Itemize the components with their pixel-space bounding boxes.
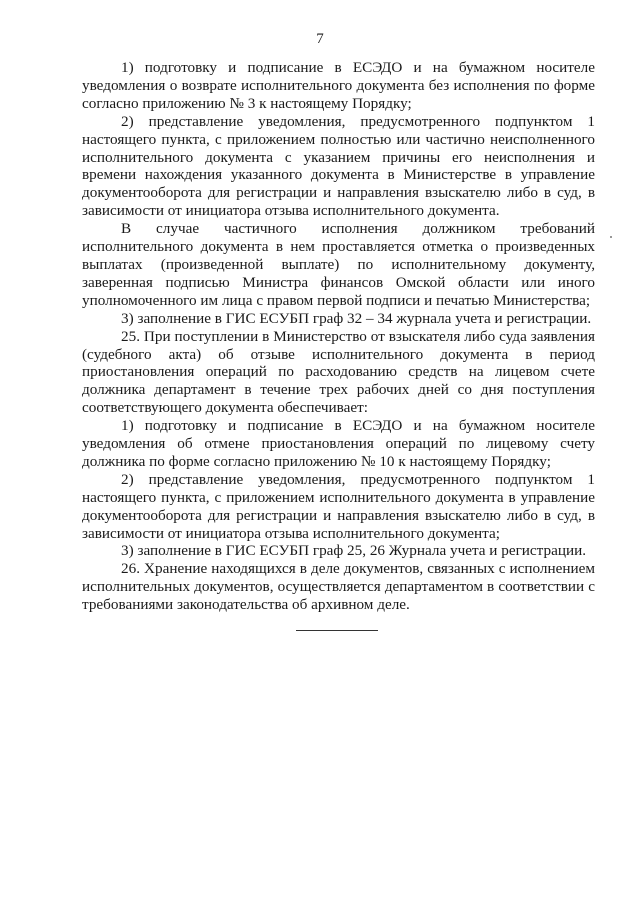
- paragraph-item-25: 25. При поступлении в Министерство от взыскателя либо суда заявления (судебного акта) об отзыве исполнительного документа в период приостановления операций по расходованию средств на лицевом счете должника департамент в течение трех рабочих дней со дня поступления соответствующего документа обеспечивает:: [82, 327, 595, 417]
- page-number: 7: [316, 31, 324, 47]
- paragraph-subitem-3-gis-32-34: 3) заполнение в ГИС ЕСУБП граф 32 – 34 журнала учета и регистрации.: [121, 309, 592, 327]
- paragraph-item-26: 26. Хранение находящихся в деле документов, связанных с исполнением исполнительных документов, осуществляется департаментом в соответствии с требованиями законодательства об архивном деле.: [82, 560, 595, 614]
- scan-speck: [610, 236, 612, 238]
- paragraph-item-25-subitem-3: 3) заполнение в ГИС ЕСУБП граф 25, 26 Журнала учета и регистрации.: [121, 542, 587, 560]
- closing-rule-line: [296, 630, 378, 631]
- paragraph-item-25-subitem-1: 1) подготовку и подписание в ЕСЭДО и на бумажном носителе уведомления об отмене приостановления операций по лицевому счету должника по форме согласно приложению № 10 к настоящему Порядку;: [82, 417, 595, 470]
- paragraph-subitem-1-return-notice: 1) подготовку и подписание в ЕСЭДО и на бумажном носителе уведомления о возврате исполнительного документа без исполнения по форме согласно приложению № 3 к настоящему Порядку;: [82, 59, 595, 112]
- paragraph-item-25-subitem-2: 2) представление уведомления, предусмотренного подпунктом 1 настоящего пункта, с приложением исполнительного документа в управление документооборота для регистрации и направления взыскателю либо в суд, в зависимости от инициатора отзыва исполнительного документа;: [82, 470, 595, 542]
- paragraph-subitem-2-submit-notice: 2) представление уведомления, предусмотренного подпунктом 1 настоящего пункта, с приложением полностью или частично неисполненного исполнительного документа с указанием причины его неисполнения и времени нахождения указанного документа в Министерстве в управление документооборота для регистрации и направления взыскателю либо в суд, в зависимости от инициатора отзыва исполнительного документа.: [82, 112, 595, 220]
- paragraph-partial-execution: В случае частичного исполнения должником требований исполнительного документа в нем проставляется отметка о произведенных выплатах (произведенной выплате) по исполнительному документу, заверенная подписью Министра финансов Омской области или иного уполномоченного им лица с правом первой подписи и печатью Министерства;: [82, 220, 595, 309]
- document-body: [82, 59, 595, 614]
